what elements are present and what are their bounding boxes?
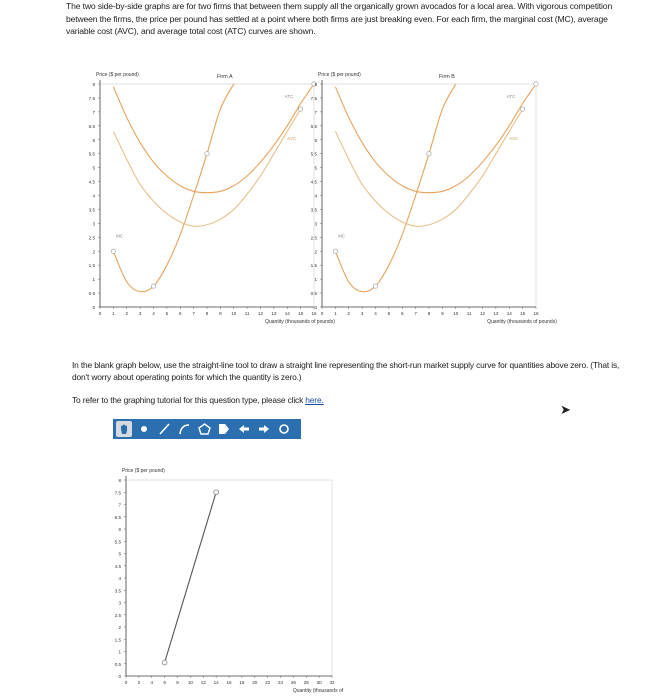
- supply-y-axis-label: Price ($ per pound): [122, 468, 165, 474]
- firm-b-y-tick-label: 4: [314, 193, 317, 199]
- firm-b-x-tick-label: 1: [334, 311, 337, 316]
- supply-supply-endpoint: [214, 490, 219, 495]
- firm-a-x-tick-label: 4: [152, 311, 155, 316]
- firm-a-y-tick-label: 3: [92, 221, 95, 227]
- firm-b-y-tick-label: 4.5: [310, 179, 317, 185]
- firm-b-y-axis-label: Price ($ per pound): [318, 72, 361, 78]
- firm-b-y-tick-label: 8: [314, 82, 317, 87]
- firm-b-x-tick-label: 4: [374, 311, 377, 316]
- firm-b-curve-point: [534, 82, 538, 86]
- line-tool-icon[interactable]: [156, 421, 172, 437]
- graph-toolbar: [113, 419, 301, 439]
- firm-b-atc-label: ATC: [506, 93, 516, 99]
- tutorial-prefix: To refer to the graphing tutorial for this question type, please click: [72, 395, 306, 405]
- supply-y-tick-label: 0.5: [114, 661, 121, 667]
- mouse-cursor-icon: ➤: [560, 402, 571, 417]
- supply-y-tick-label: 8: [118, 478, 121, 483]
- supply-y-tick-label: 6: [118, 527, 121, 532]
- supply-x-axis-label: Quantity (thousands of: [292, 688, 344, 694]
- firm-a-y-tick-label: 1: [92, 277, 95, 283]
- firm-a-curve-point: [298, 107, 302, 111]
- tutorial-link[interactable]: here.: [305, 395, 324, 405]
- firm-b-y-tick-label: 2.5: [310, 235, 317, 241]
- hand-tool-icon[interactable]: [116, 421, 132, 437]
- supply-x-tick-label: 16: [226, 680, 232, 685]
- firm-a-x-tick-label: 1: [112, 311, 115, 316]
- reset-icon[interactable]: [276, 421, 292, 437]
- supply-x-tick-label: 10: [187, 680, 193, 685]
- firm-a-x-tick-label: 10: [231, 311, 237, 316]
- supply-y-tick-label: 6.5: [114, 514, 121, 520]
- firm-b-x-tick-label: 11: [466, 311, 472, 316]
- firm-a-title: Firm A: [217, 74, 233, 80]
- firm-b-y-tick-label: 2: [314, 249, 317, 255]
- supply-y-tick-label: 7.5: [114, 490, 121, 496]
- firm-b-y-tick-label: 0: [314, 305, 317, 310]
- firm-a-y-tick-label: 0.5: [88, 291, 95, 297]
- firm-a-x-tick-label: 6: [178, 311, 182, 316]
- firm-a-x-tick-label: 9: [219, 311, 222, 316]
- firm-a-x-tick-label: 15: [298, 311, 304, 316]
- firm-a-y-tick-label: 2.5: [88, 235, 95, 241]
- firm-b-curve-point: [520, 107, 524, 111]
- firm-a-x-tick-label: 8: [205, 311, 209, 316]
- point-tool-icon[interactable]: [136, 421, 152, 437]
- supply-y-tick-label: 5: [118, 551, 121, 557]
- supply-y-tick-label: 3.5: [114, 588, 121, 594]
- firm-b-y-tick-label: 6: [314, 137, 317, 143]
- firm-b-x-tick-label: 3: [360, 311, 364, 316]
- firm-b-curve-point: [427, 151, 431, 155]
- firm-b-y-tick-label: 3.5: [310, 207, 317, 213]
- firm-a-x-tick-label: 2: [125, 311, 129, 316]
- supply-y-tick-label: 7: [118, 502, 121, 508]
- polygon-tool-icon[interactable]: [196, 421, 212, 437]
- firm-b-y-tick-label: 5.5: [310, 151, 317, 157]
- firm-a-y-tick-label: 0: [92, 305, 95, 310]
- firm-b-y-tick-label: 7: [314, 109, 317, 115]
- supply-x-tick-label: 2: [137, 680, 141, 685]
- firm-a-y-tick-label: 2: [92, 249, 95, 255]
- firm-a-x-tick-label: 11: [244, 311, 250, 316]
- firm-b-x-tick-label: 12: [479, 311, 486, 316]
- firm-a-avc-label: AVC: [287, 135, 297, 141]
- supply-x-tick-label: 20: [252, 680, 258, 685]
- firm-b-x-tick-label: 15: [520, 311, 526, 316]
- supply-x-tick-label: 26: [290, 680, 296, 685]
- supply-x-tick-label: 32: [329, 680, 335, 685]
- supply-x-tick-label: 4: [150, 680, 154, 685]
- firm-b-x-tick-label: 5: [387, 311, 391, 316]
- firm-b-x-tick-label: 8: [427, 311, 431, 316]
- firm-b-x-tick-label: 7: [414, 311, 417, 316]
- supply-x-tick-label: 12: [200, 680, 206, 685]
- supply-y-tick-label: 2: [118, 625, 121, 630]
- firm-a-mc-label: MC: [116, 233, 124, 239]
- supply-x-tick-label: 30: [316, 680, 322, 685]
- firm-a-x-tick-label: 3: [138, 311, 142, 316]
- supply-supply-endpoint: [162, 660, 167, 665]
- firm-a-x-tick-label: 16: [311, 311, 317, 316]
- firm-b-y-tick-label: 5: [314, 165, 317, 171]
- firm-a-y-tick-label: 4.5: [88, 179, 95, 185]
- firm-a-curve-point: [205, 151, 209, 155]
- firm-b-x-tick-label: 10: [453, 311, 459, 316]
- firm-a-y-tick-label: 7: [92, 109, 95, 115]
- firm-a-x-tick-label: 0: [98, 311, 102, 316]
- supply-y-tick-label: 3: [118, 600, 121, 606]
- firm-b-mc-label: MC: [338, 233, 346, 239]
- firm-a-y-tick-label: 3.5: [88, 207, 95, 213]
- supply-y-tick-label: 5.5: [114, 539, 121, 545]
- firm-a-x-tick-label: 13: [271, 311, 277, 316]
- supply-x-tick-label: 14: [213, 680, 219, 685]
- tutorial-line: [72, 395, 324, 405]
- firm-a-y-tick-label: 4: [92, 193, 95, 199]
- firm-a-curve-point: [151, 284, 155, 288]
- supply-x-tick-label: 8: [176, 680, 179, 685]
- firm-b-curve-point: [333, 249, 337, 253]
- firm-b-y-tick-label: 0.5: [310, 291, 317, 297]
- firm-a-x-axis-label: Quantity (thousands of pounds): [265, 319, 335, 325]
- market-supply-graph[interactable]: [110, 458, 342, 700]
- firm-a-y-tick-label: 1.5: [88, 263, 95, 269]
- supply-y-tick-label: 4.5: [114, 563, 121, 569]
- firm-b-x-tick-label: 6: [400, 311, 404, 316]
- firm-b-x-tick-label: 13: [493, 311, 499, 316]
- supply-x-tick-label: 18: [239, 680, 245, 685]
- firm-b-x-tick-label: 2: [347, 311, 351, 316]
- firm-a-x-tick-label: 14: [284, 311, 290, 316]
- firm-a-x-tick-label: 12: [257, 311, 264, 316]
- firm-b-title: Firm B: [439, 74, 455, 80]
- firm-a-y-axis-label: Price ($ per pound): [96, 72, 139, 78]
- supply-y-tick-label: 2.5: [114, 612, 121, 618]
- firm-b-graph[interactable]: [310, 72, 557, 347]
- supply-x-tick-label: 6: [163, 680, 166, 685]
- firm-b-y-tick-label: 3: [314, 221, 317, 227]
- firm-a-plot-area: [100, 84, 314, 307]
- firm-b-y-tick-label: 1.5: [310, 263, 317, 269]
- firm-b-y-tick-label: 7.5: [310, 95, 317, 101]
- firm-a-x-tick-label: 7: [192, 311, 195, 316]
- firm-b-x-tick-label: 0: [320, 311, 324, 316]
- firm-b-plot-area: [322, 84, 536, 307]
- firm-a-y-tick-label: 6: [92, 137, 95, 143]
- supply-y-tick-label: 4: [118, 576, 121, 581]
- firm-a-x-tick-label: 5: [165, 311, 169, 316]
- supply-x-tick-label: 28: [303, 680, 309, 685]
- label-tool-icon[interactable]: [216, 421, 232, 437]
- firm-a-graph[interactable]: [86, 62, 335, 337]
- firm-b-y-tick-label: 1: [314, 277, 317, 283]
- firm-b-x-tick-label: 14: [506, 311, 512, 316]
- firm-a-y-tick-label: 6.5: [88, 123, 95, 129]
- redo-icon[interactable]: [256, 421, 272, 437]
- curve-tool-icon[interactable]: [176, 421, 192, 437]
- firm-a-y-tick-label: 5: [92, 165, 95, 171]
- firm-a-y-tick-label: 8: [92, 82, 95, 87]
- supply-plot-area: [126, 480, 332, 676]
- instruction-text: In the blank graph below, use the straight-line tool to draw a straight line representing the short-run market supply curve for quantities above zero. (That is, don't worry about operating points for which the quantity is zero.): [72, 360, 620, 382]
- firm-a-y-tick-label: 7.5: [88, 95, 95, 101]
- firm-a-curve-point: [111, 249, 115, 253]
- undo-icon[interactable]: [236, 421, 252, 437]
- firm-b-x-axis-label: Quantity (thousands of pounds): [487, 319, 557, 325]
- firm-a-atc-label: ATC: [284, 93, 294, 99]
- intro-text: The two side-by-side graphs are for two firms that between them supply all the organically grown avocados for a local area. With vigorous competition between the firms, the price per pound has settled at a point where both firms are just breaking even. For each firm, the marginal cost (MC), average variable cost (AVC), and average total cost (ATC) curves are shown.: [66, 1, 613, 36]
- supply-x-tick-label: 22: [265, 680, 271, 685]
- firm-b-y-tick-label: 6.5: [310, 123, 317, 129]
- supply-y-tick-label: 1: [118, 649, 121, 655]
- supply-x-tick-label: 24: [277, 680, 284, 685]
- supply-y-tick-label: 0: [118, 674, 121, 679]
- supply-x-tick-label: 0: [124, 680, 128, 685]
- firm-b-x-tick-label: 9: [441, 311, 444, 316]
- supply-y-tick-label: 1.5: [114, 637, 121, 643]
- firm-b-avc-label: AVC: [509, 135, 519, 141]
- firm-b-curve-point: [373, 284, 377, 288]
- firm-b-x-tick-label: 16: [533, 311, 539, 316]
- firm-a-y-tick-label: 5.5: [88, 151, 95, 157]
